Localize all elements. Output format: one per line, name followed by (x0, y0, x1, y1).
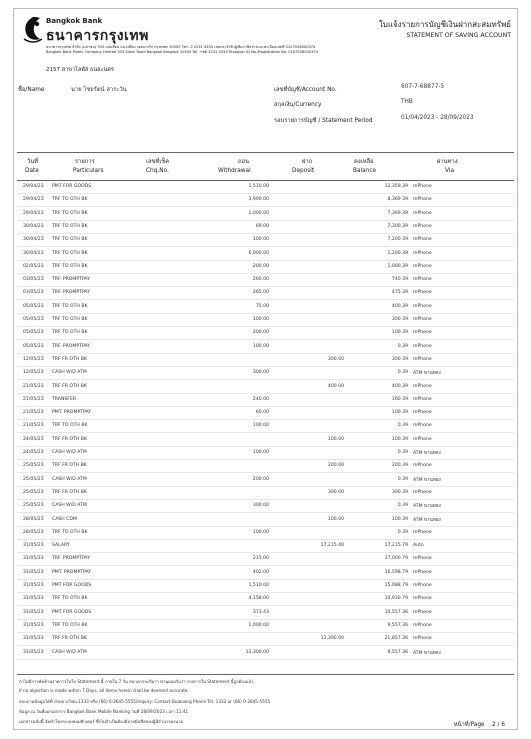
row-particulars: TRF. PROMPTPAY (52, 556, 91, 562)
row-via: mPhone (413, 290, 432, 296)
row-date: 02/05/23 (23, 263, 44, 269)
table-row (17, 526, 514, 540)
row-particulars: TRF TO OTH BK (52, 622, 88, 628)
row-via: mPhone (413, 184, 432, 189)
row-particulars: TRF TO OTH BK (52, 237, 88, 243)
row-particulars: PMT. PROMPTPAY (52, 410, 92, 416)
footer-note-th: ถ้าไม่มีการคัดค้านรายการในใบ Statement นี้ ภายใน 7 วัน ธนาคารจะถือว่า ท่านยอมรับว่า รายการใน Statement นี้ถูกต้องแล้ว (19, 679, 254, 684)
period-value: 01/04/2023 - 28/09/2023 (401, 115, 474, 121)
row-date: 31/05/23 (23, 543, 44, 549)
row-date: 24/05/23 (23, 436, 44, 442)
row-date: 31/05/23 (23, 649, 44, 655)
col-deposit-en: Deposit (292, 168, 315, 174)
row-particulars: TRF FR OTH BK (52, 489, 87, 495)
row-withdrawal: 3,990.00 (248, 197, 269, 203)
row-via: mPhone (413, 463, 432, 469)
row-via: mPhone (413, 583, 432, 588)
table-row (17, 286, 514, 300)
table-row (17, 220, 514, 234)
row-withdrawal: 300.00 (252, 503, 269, 509)
row-balance: 100.39 (391, 410, 408, 416)
row-balance: 100.39 (391, 330, 408, 336)
table-header (17, 152, 514, 181)
row-withdrawal: 373.43 (252, 609, 269, 615)
row-particulars: TRF TO OTH BK (52, 423, 88, 429)
row-balance: 17,215.79 (384, 543, 408, 549)
row-via: mPhone (413, 330, 432, 336)
row-balance: 0.39 (397, 370, 408, 376)
row-via: mPhone (413, 250, 432, 256)
row-via: mPhone (413, 263, 432, 269)
account-no-value: 607-7-68877-5 (401, 84, 445, 90)
row-date: 24/05/23 (23, 450, 44, 455)
row-withdrawal: 12,300.00 (245, 649, 269, 655)
row-balance: 9,557.36 (387, 622, 408, 628)
table-row (17, 433, 514, 447)
row-date: 31/05/23 (23, 636, 44, 642)
col-balance-en: Balance (353, 168, 377, 174)
row-via: mPhone (413, 303, 432, 309)
row-balance: 0.39 (397, 343, 408, 349)
row-date: 29/04/23 (23, 197, 44, 203)
row-date: 31/05/23 (23, 622, 44, 628)
row-particulars: TRF. PROMPTPAY (52, 343, 91, 349)
row-balance: 475.39 (391, 290, 408, 296)
row-via: mPhone (413, 609, 432, 615)
row-via: mPhone (413, 343, 432, 349)
bank-name-en: Bangkok Bank (46, 17, 103, 25)
row-withdrawal: 215.00 (252, 556, 269, 562)
row-balance: 300.39 (391, 489, 408, 495)
row-via: mPhone (413, 317, 432, 322)
page-value: 2 / 6 (491, 722, 505, 728)
table-row (17, 446, 514, 460)
account-no-label: เลขที่บัญชี/Account No. (274, 87, 337, 93)
row-balance: 7,200.39 (387, 237, 408, 243)
row-date: 31/05/23 (23, 609, 44, 615)
col-withdrawal-th: ถอน (238, 159, 249, 165)
row-withdrawal: 402.00 (252, 569, 269, 575)
row-particulars: PMT FOR GOODS (52, 583, 92, 588)
row-particulars: TRF TO OTH BK (52, 330, 88, 336)
bank-address-th: ธนาคารกรุงเทพ จำกัด (มหาชน) 333 ถนนสีลม แขวงสีลม เขตบางรัก กรุงเทพฯ 10500 โทร. 0 2231 4333 เลขประจำตัวผู้เสียภาษีอากรและทะเบียนเลขที่ 0107536000374 (46, 45, 316, 49)
row-balance: 8,369.39 (387, 197, 408, 203)
statement-title-th: ใบแจ้งรายการบัญชีเงินฝากสะสมทรัพย์ (378, 20, 511, 29)
branch-name: 2157 สาขาโลตัส ธนละนคร (46, 67, 114, 73)
row-via: mPhone (413, 197, 432, 203)
row-deposit: 200.00 (327, 463, 344, 469)
row-withdrawal: 1,000.00 (248, 210, 269, 216)
row-via: ATM พานทอง (413, 504, 441, 510)
row-withdrawal: 200.00 (252, 476, 269, 482)
row-via: mPhone (413, 383, 432, 389)
name-label: ชื่อ/Name (18, 87, 45, 93)
currency-label: สกุลเงิน/Currency (274, 102, 322, 108)
table-row (17, 592, 514, 606)
row-balance: 10,557.36 (384, 609, 408, 615)
footer-divider (17, 674, 514, 675)
row-particulars: CASH W/D ATM (52, 503, 87, 509)
row-via: ATM พานทอง (413, 451, 441, 456)
row-date: 05/05/23 (23, 317, 44, 322)
col-balance-th: คงเหลือ (354, 159, 374, 165)
row-particulars: TRF FR OTH BK (52, 356, 87, 362)
row-deposit: 17,215.40 (320, 543, 344, 549)
table-row (17, 419, 514, 433)
row-balance: 0.39 (397, 503, 408, 509)
row-via: mPhone (413, 277, 432, 283)
row-date: 05/05/23 (23, 330, 44, 336)
row-date: 03/05/23 (23, 277, 44, 283)
row-balance: 21,857.36 (384, 636, 408, 642)
row-particulars: TRF FR OTH BK (52, 463, 87, 469)
page-number (454, 719, 505, 729)
table-row (17, 486, 514, 500)
row-date: 21/05/23 (23, 383, 44, 389)
row-balance: 10,930.79 (384, 596, 408, 602)
row-date: 05/05/23 (23, 303, 44, 309)
row-particulars: TRF TO OTH BK (52, 250, 88, 256)
row-withdrawal: 1,000.00 (248, 622, 269, 628)
row-particulars: TRANSFER (52, 396, 77, 402)
row-date: 25/05/23 (23, 489, 44, 495)
row-deposit: 400.00 (327, 383, 344, 389)
row-particulars: TRF FR OTH BK (52, 436, 87, 442)
col-chq-th: เลขที่เช็ค (146, 159, 170, 165)
row-date: 30/04/23 (23, 237, 44, 243)
footer-contact: สอบถามข้อมูลได้ที่ บัวหลวงโฟน 1333 หรือ (66) 0-2645-5555/Inquiry: Contact Bualuang Phone Tel. 1333 or (66) 0-2645-5555 (19, 699, 271, 704)
table-row (17, 513, 514, 527)
table-row (17, 552, 514, 566)
table-row (17, 180, 514, 194)
row-date: 12/05/23 (23, 356, 44, 362)
table-row (17, 207, 514, 221)
table-row (17, 260, 514, 274)
row-withdrawal: 100.00 (252, 529, 269, 535)
row-date: 29/04/23 (23, 184, 44, 189)
row-balance: 1,200.39 (387, 250, 408, 256)
row-withdrawal: 100.00 (252, 343, 269, 349)
table-row (17, 632, 514, 646)
row-date: 31/05/23 (23, 596, 44, 602)
row-via: Auto (413, 543, 424, 549)
row-particulars: TRF TO OTH BK (52, 223, 88, 229)
row-balance: 12,359.39 (384, 184, 408, 189)
row-balance: 300.39 (391, 356, 408, 362)
row-withdrawal: 260.00 (252, 277, 269, 283)
table-row (17, 380, 514, 394)
row-date: 21/05/23 (23, 423, 44, 429)
row-particulars: TRF TO OTH BK (52, 197, 88, 203)
col-withdrawal-en: Withdrawal (218, 168, 251, 174)
table-row (17, 646, 514, 660)
row-via: ATM พานทอง (413, 477, 441, 483)
row-withdrawal: 100.00 (252, 450, 269, 455)
row-via: mPhone (413, 223, 432, 229)
row-particulars: TRF TO OTH BK (52, 596, 88, 602)
row-date: 21/05/23 (23, 410, 44, 416)
row-particulars: TRF TO OTH BK (52, 263, 88, 269)
row-date: 28/05/23 (23, 529, 44, 535)
table-row (17, 579, 514, 593)
row-particulars: TRF TO OTH BK (52, 303, 88, 309)
row-particulars: TRF. PROMPTPAY (52, 290, 91, 296)
row-withdrawal: 1,510.00 (248, 583, 269, 588)
row-via: ATM พานทอง (413, 650, 441, 656)
currency-value: THB (401, 99, 413, 105)
row-date: 03/05/23 (23, 290, 44, 296)
row-particulars: PMT FOR GOODS (52, 184, 92, 189)
table-row (17, 459, 514, 473)
table-row (17, 273, 514, 287)
row-particulars: TRF TO OTH BK (52, 529, 88, 535)
row-balance: 16,598.79 (384, 569, 408, 575)
row-balance: 300.39 (391, 317, 408, 322)
row-deposit: 100.00 (327, 436, 344, 442)
page-label: หน้าที่/Page (453, 722, 485, 728)
row-particulars: PMT. PROMPTPAY (52, 569, 92, 575)
row-withdrawal: 200.00 (252, 263, 269, 269)
row-withdrawal: 300.00 (252, 370, 269, 376)
row-via: mPhone (413, 569, 432, 575)
table-row (17, 406, 514, 420)
name-value: นาย ไชยรัตน์ สาระวัน (71, 87, 127, 93)
row-deposit: 12,300.00 (320, 636, 344, 642)
row-date: 31/05/23 (23, 569, 44, 575)
period-label: รอบรายการบัญชี / Statement Period (274, 118, 373, 124)
table-row (17, 539, 514, 553)
table-row (17, 619, 514, 633)
row-particulars: CASH CDM (52, 516, 77, 522)
row-withdrawal: 100.00 (252, 317, 269, 322)
row-particulars: CASH W/D ATM (52, 476, 87, 482)
row-via: mPhone (413, 636, 432, 642)
row-via: mPhone (413, 356, 432, 362)
row-via: mPhone (413, 237, 432, 243)
row-via: mPhone (413, 489, 432, 495)
row-balance: 400.39 (391, 303, 408, 309)
table-row (17, 393, 514, 407)
row-date: 28/05/23 (23, 516, 44, 522)
table-row (17, 193, 514, 207)
row-balance: 200.39 (391, 463, 408, 469)
row-date: 31/05/23 (23, 556, 44, 562)
row-withdrawal: 265.00 (252, 290, 269, 296)
row-particulars: TRF TO OTH BK (52, 210, 88, 216)
row-balance: 17,000.79 (384, 556, 408, 562)
table-row (17, 326, 514, 340)
row-date: 30/04/23 (23, 250, 44, 256)
table-row (17, 606, 514, 620)
row-balance: 740.39 (391, 277, 408, 283)
col-chq-en: Chq.No. (146, 168, 169, 174)
row-date: 30/04/23 (23, 223, 44, 229)
table-row (17, 300, 514, 314)
row-withdrawal: 100.00 (252, 237, 269, 243)
row-balance: 400.39 (391, 383, 408, 389)
row-deposit: 100.00 (327, 516, 344, 522)
col-date-en: Date (25, 168, 39, 174)
row-particulars: CASH W/D ATM (52, 450, 87, 455)
row-via: ATM พานทอง (413, 517, 441, 523)
row-date: 31/05/23 (23, 583, 44, 588)
row-particulars: PMT FOR GOODS (52, 609, 92, 615)
row-balance: 1,000.39 (387, 263, 408, 269)
footer-note-en: If no objection is made within 7 Days, all items herein shall be deemed accurate. (19, 688, 189, 693)
row-particulars: TRF TO OTH BK (52, 317, 88, 322)
row-date: 25/05/23 (23, 463, 44, 469)
row-withdrawal: 4,158.00 (248, 596, 269, 602)
row-withdrawal: 240.00 (252, 396, 269, 402)
row-balance: 0.39 (397, 529, 408, 535)
row-via: mPhone (413, 436, 432, 442)
row-via: mPhone (413, 410, 432, 416)
row-particulars: TRF. PROMPTPAY (52, 277, 91, 283)
table-row (17, 233, 514, 247)
row-deposit: 300.00 (327, 356, 344, 362)
row-withdrawal: 1,510.00 (248, 184, 269, 189)
row-date: 25/05/23 (23, 503, 44, 509)
row-via: mPhone (413, 556, 432, 562)
col-particulars-en: Particulars (73, 168, 104, 174)
row-via: ATM พานทอง (413, 371, 441, 377)
row-particulars: CASH W/D ATM (52, 370, 87, 376)
col-via-en: Via (445, 168, 455, 174)
table-row (17, 313, 514, 327)
row-via: mPhone (413, 529, 432, 535)
table-row (17, 366, 514, 380)
row-balance: 0.39 (397, 476, 408, 482)
footer-issued: ข้อมูล ณ วันที่ออกเอกสาร Bangkok Bank Mobile Banking วันที่ 28/09/2023 เวลา 11:41 (19, 709, 189, 714)
row-via: mPhone (413, 423, 432, 429)
bangkok-bank-logo-icon (20, 15, 46, 43)
table-row (17, 499, 514, 513)
row-withdrawal: 6,000.00 (248, 250, 269, 256)
row-balance: 7,300.39 (387, 223, 408, 229)
row-deposit: 300.00 (327, 489, 344, 495)
row-withdrawal: 100.00 (252, 423, 269, 429)
row-date: 21/05/23 (23, 396, 44, 402)
row-balance: 9,557.36 (387, 649, 408, 655)
row-particulars: TRF FR OTH BK (52, 383, 87, 389)
row-via: mPhone (413, 210, 432, 216)
table-row (17, 247, 514, 261)
row-date: 29/04/23 (23, 210, 44, 216)
table-row (17, 566, 514, 580)
col-date-th: วันที่ (27, 159, 39, 165)
row-withdrawal: 200.00 (252, 330, 269, 336)
row-date: 05/05/23 (23, 343, 44, 349)
row-balance: 15,088.79 (384, 583, 408, 588)
table-row (17, 353, 514, 367)
row-withdrawal: 69.00 (255, 223, 269, 229)
row-balance: 100.39 (391, 516, 408, 522)
row-withdrawal: 60.00 (255, 410, 269, 416)
table-row (17, 340, 514, 354)
row-balance: 100.39 (391, 436, 408, 442)
row-withdrawal: 75.00 (255, 303, 269, 309)
bank-name-th: ธนาคารกรุงเทพ (46, 28, 149, 44)
row-via: mPhone (413, 596, 432, 602)
row-particulars: SALARY (52, 543, 70, 549)
row-date: 25/05/23 (23, 476, 44, 482)
row-balance: 160.39 (391, 396, 408, 402)
row-balance: 0.39 (397, 450, 408, 455)
col-via-th: ผ่านทาง (437, 159, 458, 165)
row-balance: 7,369.39 (387, 210, 408, 216)
col-deposit-th: ฝาก (302, 159, 313, 165)
row-balance: 0.39 (397, 423, 408, 429)
footer-computer-generated: เอกสารฉบับนี้ จัดทำโดยระบบคอมพิวเตอร์ ซึ่งไม่จำเป็นต้องมีลายมือชื่อของผู้มีอำนาจลงนาม (19, 719, 184, 724)
row-via: mPhone (413, 396, 432, 402)
row-particulars: TRF FR OTH BK (52, 636, 87, 642)
table-row (17, 473, 514, 487)
row-particulars: CASH W/D ATM (52, 649, 87, 655)
bank-address-en: Bangkok Bank Public Company Limited 333 Silom Road Bangkok Bangkok 10500 Tel. +66 2231 4333 Taxpayer ID No./Registration No. 0107536000374 (46, 50, 318, 54)
row-date: 12/05/23 (23, 370, 44, 376)
col-particulars-th: รายการ (75, 159, 95, 165)
row-via: mPhone (413, 622, 432, 628)
statement-title-en: STATEMENT OF SAVING ACCOUNT (406, 32, 511, 39)
